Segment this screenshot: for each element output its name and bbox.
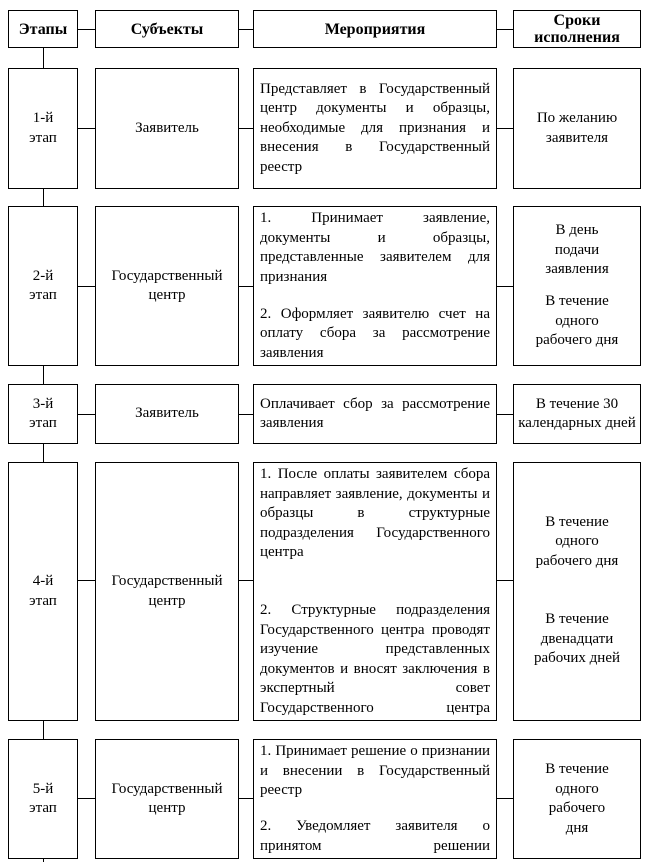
activity-4-item-2: 2. Структурные подразделения Государственного центра проводят изучение представленных документов и вносят заключения в экспертный совет Государственного центра bbox=[260, 602, 490, 716]
row1-connector-1 bbox=[78, 128, 95, 129]
activity-4 bbox=[253, 462, 497, 721]
deadline-3: В течение 30 календарных дней bbox=[513, 384, 641, 444]
header-subjects: Субъекты bbox=[95, 10, 239, 48]
activity-5 bbox=[253, 739, 497, 859]
row2-connector-3 bbox=[497, 286, 513, 287]
header-activities: Мероприятия bbox=[253, 10, 497, 48]
row4-connector-3 bbox=[497, 580, 513, 581]
activity-1: Представляет в Государственный центр документы и образцы, необходимые для признания и внесения в Государственный реестр bbox=[253, 68, 497, 189]
row3-connector-3 bbox=[497, 414, 513, 415]
activity-2-item-2: 2. Оформляет заявителю счет на оплату сбора за рассмотрение заявления bbox=[260, 305, 490, 361]
deadline-4 bbox=[513, 462, 641, 721]
activity-2 bbox=[253, 206, 497, 366]
subject-5: Государственный центр bbox=[95, 739, 239, 859]
row5-connector-1 bbox=[78, 798, 95, 799]
row4-connector-2 bbox=[239, 580, 253, 581]
row2-connector-2 bbox=[239, 286, 253, 287]
deadline-2 bbox=[513, 206, 641, 366]
activity-5-item-2: 2. Уведомляет заявителя о принятом решении bbox=[260, 818, 490, 854]
row2-connector-1 bbox=[78, 286, 95, 287]
stage-1: 1-й этап bbox=[8, 68, 78, 189]
deadline-1: По желанию заявителя bbox=[513, 68, 641, 189]
subject-4: Государственный центр bbox=[95, 462, 239, 721]
row3-connector-1 bbox=[78, 414, 95, 415]
subject-1: Заявитель bbox=[95, 68, 239, 189]
activity-5-item-1: 1. Принимает решение о признании и внесении в Государственный реестр bbox=[260, 743, 490, 798]
row5-connector-3 bbox=[497, 798, 513, 799]
activity-4-item-1: 1. После оплаты заявителем сбора направляет заявление, документы и образцы в структурные подразделения Государственного центра bbox=[260, 466, 490, 560]
header-connector-2 bbox=[239, 29, 253, 30]
header-connector-3 bbox=[497, 29, 513, 30]
stage-3: 3-й этап bbox=[8, 384, 78, 444]
deadline-4-item-2: В течение двенадцати рабочих дней bbox=[533, 611, 621, 666]
subject-2: Государственный центр bbox=[95, 206, 239, 366]
row3-connector-2 bbox=[239, 414, 253, 415]
deadline-5: В течение одного рабочего дня bbox=[513, 739, 641, 859]
stage-4: 4-й этап bbox=[8, 462, 78, 721]
row1-connector-2 bbox=[239, 128, 253, 129]
row4-connector-1 bbox=[78, 580, 95, 581]
header-connector-1 bbox=[78, 29, 95, 30]
deadline-4-item-1: В течение одного рабочего дня bbox=[535, 513, 619, 569]
deadline-2-item-1: В день подачи заявления bbox=[545, 222, 609, 278]
stage-5: 5-й этап bbox=[8, 739, 78, 859]
subject-3: Заявитель bbox=[95, 384, 239, 444]
deadline-2-item-2: В течение одного рабочего дня bbox=[535, 293, 619, 349]
header-deadlines: Сроки исполнения bbox=[513, 10, 641, 48]
activity-2-item-1: 1. Принимает заявление, документы и образцы, представленные заявителем для признания bbox=[260, 210, 490, 285]
header-stages: Этапы bbox=[8, 10, 78, 48]
stage-2: 2-й этап bbox=[8, 206, 78, 366]
activity-3: Оплачивает сбор за рассмотрение заявления bbox=[253, 384, 497, 444]
row1-connector-3 bbox=[497, 128, 513, 129]
row5-connector-2 bbox=[239, 798, 253, 799]
